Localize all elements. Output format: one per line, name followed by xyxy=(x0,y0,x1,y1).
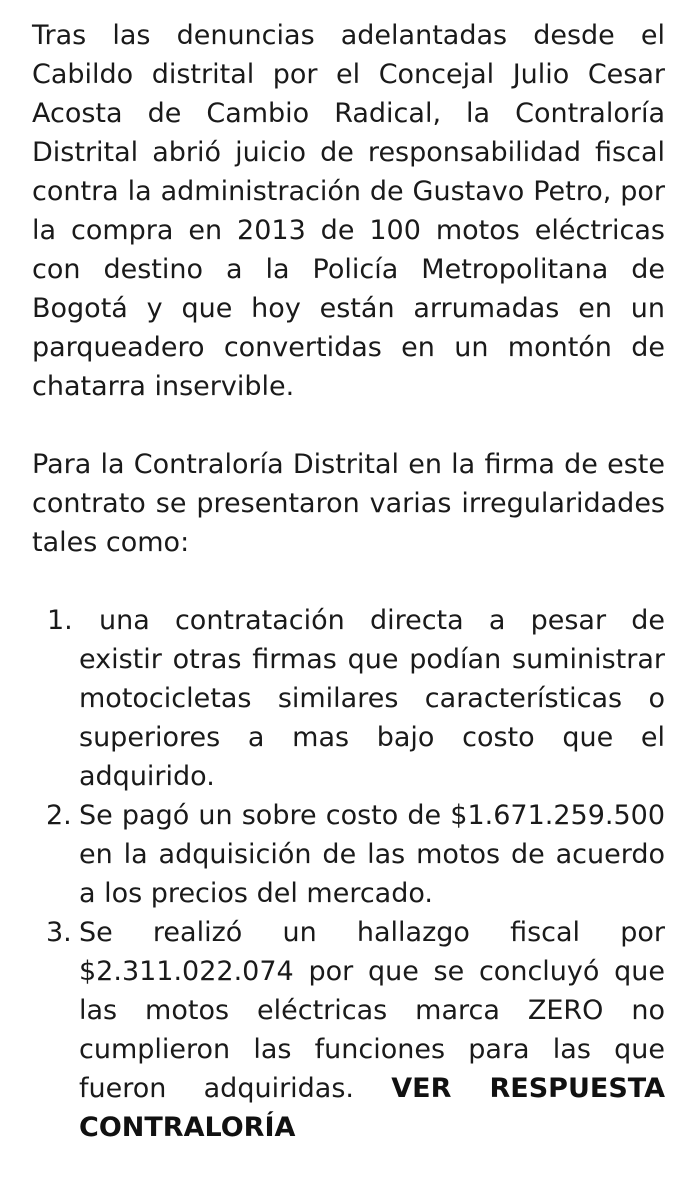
list-item-text: Se realizó un hallazgo fiscal por $2.311.022.074 por que se concluyó que las motos eléctricas marca ZERO no cumplieron las funciones para las que fueron adquiridas. xyxy=(79,917,665,1104)
list-item xyxy=(32,796,665,913)
article-paragraph-irregularities: Para la Contraloría Distrital en la firma de este contrato se presentaron varias irregularidades tales como: xyxy=(32,449,665,558)
list-item xyxy=(32,913,665,1147)
list-item-number: 2. xyxy=(46,800,72,831)
irregularities-list xyxy=(32,601,665,1147)
list-item-text-wrapper xyxy=(79,913,665,1147)
list-item-text: una contratación directa a pesar de existir otras firmas que podían suministrar motocicletas similares características o superiores a mas bajo costo que el adquirido. xyxy=(79,605,665,792)
list-item-number: 3. xyxy=(46,917,72,948)
ver-respuesta-contraloria-link[interactable]: VER RESPUESTA CONTRALORÍA xyxy=(79,1073,665,1143)
list-item-text: Se pagó un sobre costo de $1.671.259.500 en la adquisición de las motos de acuerdo a los precios del mercado. xyxy=(79,800,665,909)
list-item xyxy=(32,601,665,796)
article-paragraph-intro: Tras las denuncias adelantadas desde el Cabildo distrital por el Concejal Julio Cesar Acosta de Cambio Radical, la Contraloría Distrital abrió juicio de responsabilidad fiscal contra la administración de Gustavo Petro, por la compra en 2013 de 100 motos eléctricas con destino a la Policía Metropolitana de Bogotá y que hoy están arrumadas en un parqueadero convertidas en un montón de chatarra inservible. xyxy=(32,20,665,402)
article-body xyxy=(32,16,665,1147)
list-item-number: 1. xyxy=(47,605,73,636)
